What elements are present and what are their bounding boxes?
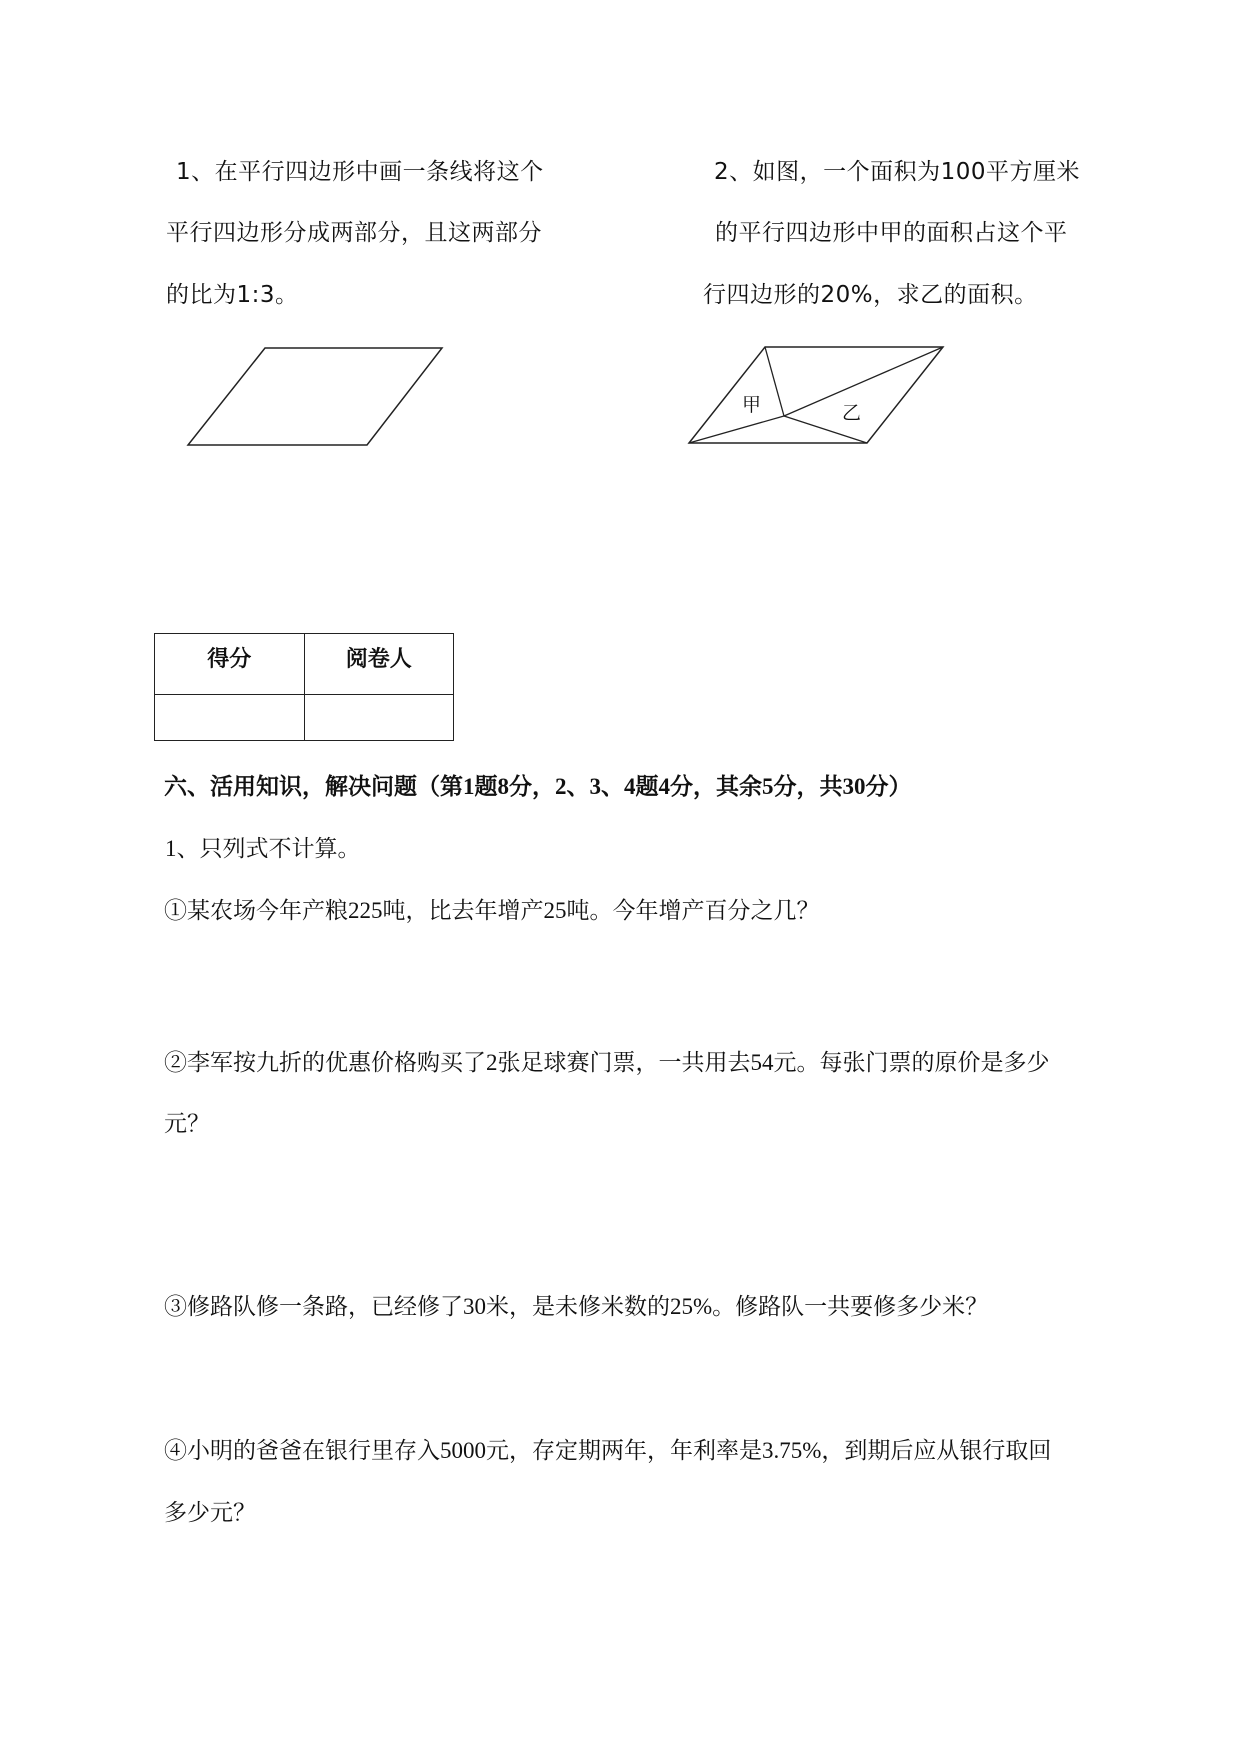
sub-question-4-line-2: 多少元？ (164, 1500, 256, 1525)
sub-question-2-line-2: 元？ (164, 1111, 210, 1136)
sub-question-2-line-1: ②李军按九折的优惠价格购买了2张足球赛门票，一共用去54元。每张门票的原价是多少 (164, 1050, 1050, 1075)
region-label-yi: 乙 (842, 402, 862, 424)
region-label-jia: 甲 (742, 394, 762, 416)
grader-cell[interactable] (304, 695, 454, 741)
problem-2-line-3: 行四边形的20%，求乙的面积。 (703, 282, 1038, 308)
problem-1-line-2: 平行四边形分成两部分，且这两部分 (166, 220, 542, 246)
question-1-title: 1、只列式不计算。 (165, 836, 361, 861)
section-6-heading: 六、活用知识，解决问题（第1题8分，2、3、4题4分，其余5分，共30分） (164, 774, 912, 799)
problem-1-line-3: 的比为1:3。 (166, 282, 299, 308)
problem-1-line-1: 1、在平行四边形中画一条线将这个 (176, 159, 544, 185)
parallelogram-figure-2 (689, 347, 943, 443)
parallelogram-figure-1 (188, 348, 442, 445)
score-cell[interactable] (155, 695, 305, 741)
problem-2-line-1: 2、如图，一个面积为100平方厘米 (714, 159, 1081, 185)
score-header: 得分 (155, 634, 305, 695)
sub-question-3: ③修路队修一条路，已经修了30米，是未修米数的25%。修路队一共要修多少米？ (164, 1294, 989, 1319)
grader-header: 阅卷人 (304, 634, 454, 695)
score-table (154, 633, 454, 741)
problem-2-line-2: 的平行四边形中甲的面积占这个平 (715, 220, 1068, 246)
sub-question-1: ①某农场今年产粮225吨，比去年增产25吨。今年增产百分之几？ (164, 898, 820, 923)
figures-layer (0, 0, 1241, 520)
sub-question-4-line-1: ④小明的爸爸在银行里存入5000元，存定期两年，年利率是3.75%，到期后应从银行取回 (164, 1438, 1052, 1463)
